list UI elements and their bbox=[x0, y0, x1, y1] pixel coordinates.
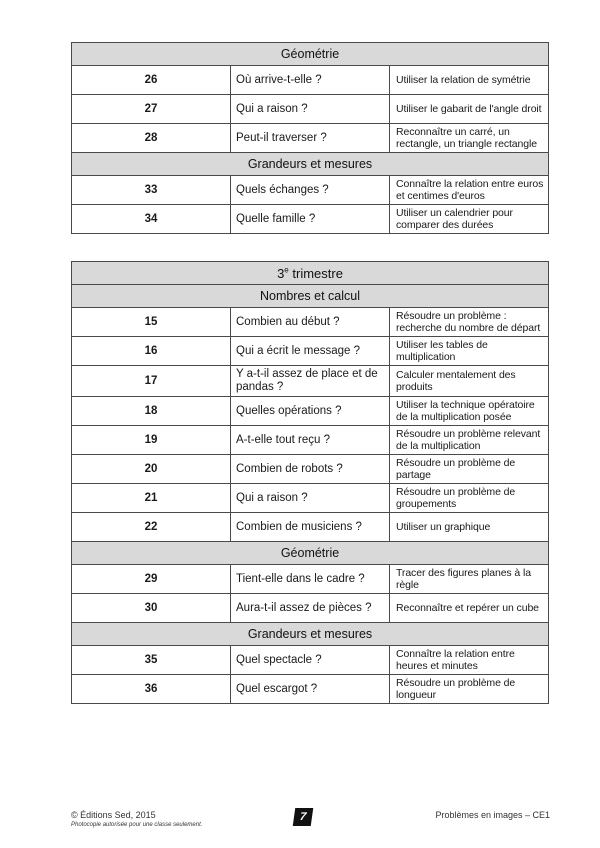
problem-title: Qui a raison ? bbox=[231, 95, 390, 124]
problem-number: 26 bbox=[72, 66, 231, 95]
problem-skill: Utiliser les tables de multiplication bbox=[390, 337, 549, 366]
section-heading-nombres: Nombres et calcul bbox=[72, 285, 549, 308]
section-heading-geometrie: Géométrie bbox=[72, 542, 549, 565]
problem-number: 33 bbox=[72, 176, 231, 205]
problem-title: Quelle famille ? bbox=[231, 205, 390, 234]
problem-title: Quel escargot ? bbox=[231, 675, 390, 704]
table-row bbox=[72, 426, 549, 455]
footer-copyright: © Éditions Sed, 2015 bbox=[71, 810, 156, 820]
problem-title: Peut-il traverser ? bbox=[231, 124, 390, 153]
problem-skill: Calculer mentalement des produits bbox=[390, 366, 549, 397]
table-row bbox=[72, 484, 549, 513]
problem-title: Combien au début ? bbox=[231, 308, 390, 337]
problem-number: 18 bbox=[72, 397, 231, 426]
table-row bbox=[72, 397, 549, 426]
table-part-1 bbox=[71, 42, 549, 234]
problem-skill: Reconnaître et repérer un cube bbox=[390, 594, 549, 623]
problem-number: 21 bbox=[72, 484, 231, 513]
problem-title: Quelles opérations ? bbox=[231, 397, 390, 426]
trimester-ordinal: e bbox=[284, 265, 289, 275]
problem-skill: Résoudre un problème de groupements bbox=[390, 484, 549, 513]
section-heading-geometrie: Géométrie bbox=[72, 43, 549, 66]
problem-skill: Utiliser la relation de symétrie bbox=[390, 66, 549, 95]
problem-skill: Résoudre un problème relevant de la multiplication bbox=[390, 426, 549, 455]
problem-number: 19 bbox=[72, 426, 231, 455]
problem-title: Y a-t-il assez de place et de pandas ? bbox=[231, 366, 390, 397]
problem-skill: Connaître la relation entre heures et minutes bbox=[390, 646, 549, 675]
problem-number: 27 bbox=[72, 95, 231, 124]
section-heading-grandeurs: Grandeurs et mesures bbox=[72, 153, 549, 176]
problem-number: 17 bbox=[72, 366, 231, 397]
table-row bbox=[72, 337, 549, 366]
problem-skill: Connaître la relation entre euros et centimes d'euros bbox=[390, 176, 549, 205]
trimester-heading bbox=[72, 262, 549, 285]
table-row bbox=[72, 513, 549, 542]
problem-number: 36 bbox=[72, 675, 231, 704]
footer-book-title: Problèmes en images – CE1 bbox=[435, 810, 550, 820]
table-row bbox=[72, 205, 549, 234]
problem-skill: Résoudre un problème : recherche du nombre de départ bbox=[390, 308, 549, 337]
problem-number: 16 bbox=[72, 337, 231, 366]
problem-title: Qui a raison ? bbox=[231, 484, 390, 513]
footer-note: Photocopie autorisée pour une classe seulement. bbox=[71, 822, 203, 828]
section-heading-grandeurs: Grandeurs et mesures bbox=[72, 623, 549, 646]
problem-skill: Résoudre un problème de partage bbox=[390, 455, 549, 484]
problem-title: Où arrive-t-elle ? bbox=[231, 66, 390, 95]
trimester-label: trimestre bbox=[292, 265, 343, 281]
table-trimester-3 bbox=[71, 261, 549, 704]
problem-skill: Reconnaître un carré, un rectangle, un triangle rectangle bbox=[390, 124, 549, 153]
table-row bbox=[72, 124, 549, 153]
problem-title: Tient-elle dans le cadre ? bbox=[231, 565, 390, 594]
problem-number: 15 bbox=[72, 308, 231, 337]
problem-title: A-t-elle tout reçu ? bbox=[231, 426, 390, 455]
problem-title: Qui a écrit le message ? bbox=[231, 337, 390, 366]
problem-title: Aura-t-il assez de pièces ? bbox=[231, 594, 390, 623]
problem-skill: Utiliser la technique opératoire de la multiplication posée bbox=[390, 397, 549, 426]
problem-number: 22 bbox=[72, 513, 231, 542]
problem-skill: Utiliser un calendrier pour comparer des durées bbox=[390, 205, 549, 234]
problem-title: Combien de robots ? bbox=[231, 455, 390, 484]
table-row bbox=[72, 66, 549, 95]
table-row bbox=[72, 675, 549, 704]
problem-title: Quel spectacle ? bbox=[231, 646, 390, 675]
problem-skill: Utiliser le gabarit de l'angle droit bbox=[390, 95, 549, 124]
page-number: 7 bbox=[293, 808, 314, 826]
table-row bbox=[72, 646, 549, 675]
trimester-number: 3 bbox=[277, 265, 285, 281]
table-row bbox=[72, 565, 549, 594]
problem-skill: Tracer des figures planes à la règle bbox=[390, 565, 549, 594]
problem-number: 20 bbox=[72, 455, 231, 484]
problem-number: 30 bbox=[72, 594, 231, 623]
table-row bbox=[72, 308, 549, 337]
table-row bbox=[72, 366, 549, 397]
problem-title: Quels échanges ? bbox=[231, 176, 390, 205]
problem-number: 35 bbox=[72, 646, 231, 675]
table-row bbox=[72, 95, 549, 124]
problem-skill: Résoudre un problème de longueur bbox=[390, 675, 549, 704]
table-row bbox=[72, 594, 549, 623]
problem-title: Combien de musiciens ? bbox=[231, 513, 390, 542]
problem-number: 34 bbox=[72, 205, 231, 234]
table-row bbox=[72, 176, 549, 205]
problem-skill: Utiliser un graphique bbox=[390, 513, 549, 542]
problem-number: 29 bbox=[72, 565, 231, 594]
problem-number: 28 bbox=[72, 124, 231, 153]
table-row bbox=[72, 455, 549, 484]
